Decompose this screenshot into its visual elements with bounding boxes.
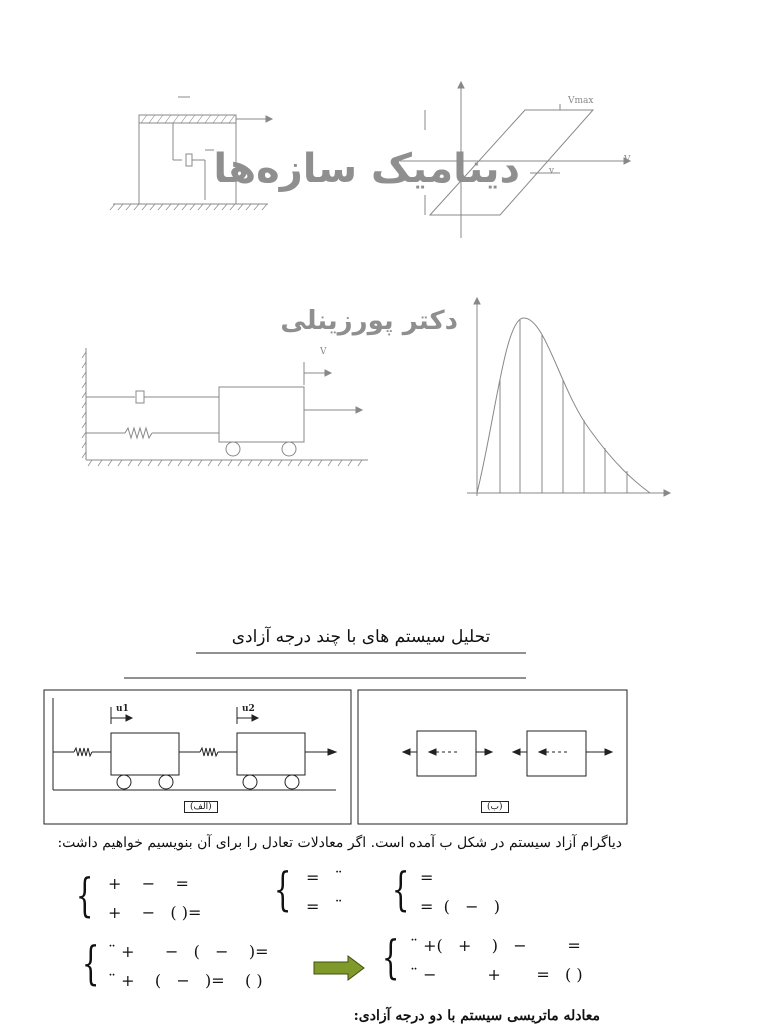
figure-label-a: (الف) (184, 801, 218, 813)
eq-group1-line1: + − = (108, 874, 189, 893)
u1-label: u1 (116, 704, 129, 714)
label-v-small: v (549, 166, 555, 176)
brace-1: { (75, 868, 94, 922)
u2-label: u2 (242, 704, 255, 714)
cover-title: دینامیک سازه‌ها (213, 146, 520, 192)
eq-group3-line2: = ( − ) (420, 897, 500, 916)
label-v-axis: V (624, 155, 631, 165)
eq-group3-line1: = (420, 868, 434, 887)
label-v-cart: V (320, 347, 327, 357)
paragraph-text: دیاگرام آزاد سیستم در شکل ب آمده است. اگر معادلات تعادل را برای آن بنویسیم خواهیم داشت: (57, 835, 622, 851)
label-vmax: Vmax (568, 96, 594, 106)
brace-3: { (391, 862, 410, 916)
footer-text: معادله ماتریسی سیستم با دو درجه آزادی: (353, 1008, 600, 1024)
figure-label-b: (ب) (481, 801, 509, 813)
implies-arrow (314, 956, 364, 980)
brace-4: { (81, 936, 100, 990)
section-title: تحلیل سیستم های با چند درجه آزادی (231, 627, 491, 647)
eq-group2-line2: = ¨ (306, 897, 343, 916)
sdof-cart-diagram (82, 348, 368, 466)
cover-author: دکتر پورزینلی (280, 306, 458, 336)
eq-group1-line2: + − ( )= (108, 903, 202, 922)
eq-group2-line1: = ¨ (306, 868, 343, 887)
eq-group4-line2: ¨ + ( − )= ( ) (108, 971, 263, 990)
pulse-curve-diagram (467, 298, 670, 496)
brace-2: { (273, 862, 292, 916)
eq-group4-line1: ¨ + − ( − )= (108, 942, 269, 961)
eq-group5-line2: ¨ − + = ( ) (410, 965, 583, 984)
brace-5: { (381, 930, 400, 984)
eq-group5-line1: ¨ +( + ) − = (410, 936, 581, 955)
